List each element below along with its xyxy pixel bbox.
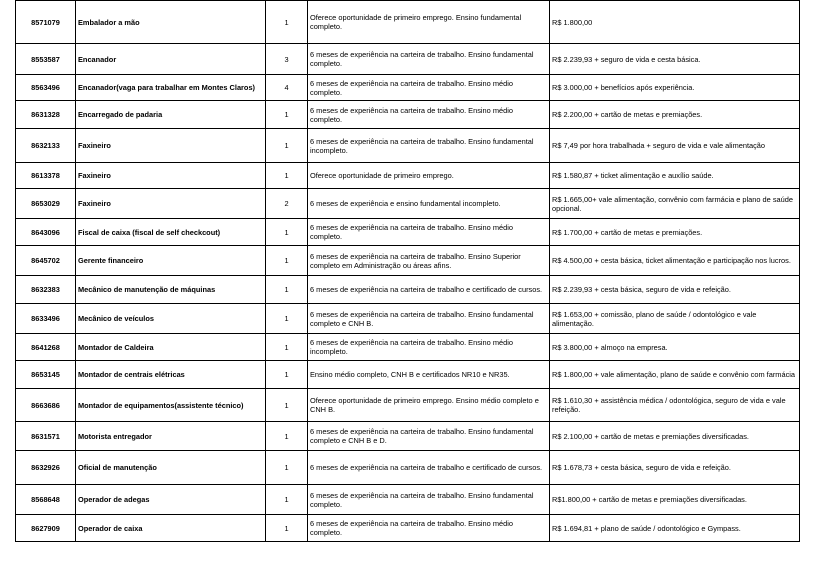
job-title-cell: Embalador a mão: [76, 1, 266, 44]
requirements-cell: 6 meses de experiência na carteira de trabalho. Ensino médio completo.: [308, 219, 550, 246]
vacancies-cell: 1: [266, 361, 308, 389]
table-row: [16, 276, 800, 304]
job-code-cell: 8613378: [16, 163, 76, 189]
requirements-cell: 6 meses de experiência na carteira de trabalho. Ensino fundamental completo e CNH B e D.: [308, 422, 550, 451]
requirements-cell: Ensino médio completo, CNH B e certificados NR10 e NR35.: [308, 361, 550, 389]
job-title-cell: Mecânico de manutenção de máquinas: [76, 276, 266, 304]
job-code-cell: 8641268: [16, 334, 76, 361]
salary-cell: R$ 1.694,81 + plano de saúde / odontológico e Gympass.: [550, 515, 800, 542]
requirements-cell: 6 meses de experiência na carteira de trabalho e certificado de cursos.: [308, 276, 550, 304]
left-margin: [0, 0, 15, 580]
requirements-cell: 6 meses de experiência na carteira de trabalho. Ensino médio completo.: [308, 75, 550, 101]
salary-cell: R$ 3.800,00 + almoço na empresa.: [550, 334, 800, 361]
requirements-cell: 6 meses de experiência na carteira de trabalho. Ensino fundamental incompleto.: [308, 129, 550, 163]
table-row: [16, 422, 800, 451]
salary-cell: R$ 2.100,00 + cartão de metas e premiações diversificadas.: [550, 422, 800, 451]
table-row: [16, 219, 800, 246]
job-title-cell: Operador de caixa: [76, 515, 266, 542]
table-row: [16, 75, 800, 101]
vacancies-cell: 1: [266, 451, 308, 485]
job-title-cell: Faxineiro: [76, 163, 266, 189]
vacancies-cell: 3: [266, 44, 308, 75]
vacancies-cell: 1: [266, 246, 308, 276]
requirements-cell: 6 meses de experiência na carteira de trabalho. Ensino fundamental completo.: [308, 44, 550, 75]
salary-cell: R$ 4.500,00 + cesta básica, ticket alimentação e participação nos lucros.: [550, 246, 800, 276]
job-title-cell: Mecânico de veículos: [76, 304, 266, 334]
job-code-cell: 8571079: [16, 1, 76, 44]
table-row: [16, 101, 800, 129]
salary-cell: R$ 3.000,00 + benefícios após experiência.: [550, 75, 800, 101]
vacancies-cell: 1: [266, 515, 308, 542]
vacancies-cell: 1: [266, 219, 308, 246]
table-row: [16, 334, 800, 361]
requirements-cell: 6 meses de experiência e ensino fundamental incompleto.: [308, 189, 550, 219]
vacancies-cell: 1: [266, 485, 308, 515]
table-row: [16, 246, 800, 276]
requirements-cell: Oferece oportunidade de primeiro emprego.: [308, 163, 550, 189]
salary-cell: R$ 7,49 por hora trabalhada + seguro de vida e vale alimentação: [550, 129, 800, 163]
requirements-cell: 6 meses de experiência na carteira de trabalho e certificado de cursos.: [308, 451, 550, 485]
requirements-cell: 6 meses de experiência na carteira de trabalho. Ensino fundamental completo.: [308, 485, 550, 515]
table-row: [16, 451, 800, 485]
job-title-cell: Fiscal de caixa (fiscal de self checkcout): [76, 219, 266, 246]
job-title-cell: Montador de centrais elétricas: [76, 361, 266, 389]
requirements-cell: 6 meses de experiência na carteira de trabalho. Ensino médio completo.: [308, 515, 550, 542]
vacancies-cell: 4: [266, 75, 308, 101]
table-row: [16, 129, 800, 163]
salary-cell: R$ 1.665,00+ vale alimentação, convênio com farmácia e plano de saúde opcional.: [550, 189, 800, 219]
table-row: [16, 189, 800, 219]
salary-cell: R$ 1.610,30 + assistência médica / odontológica, seguro de vida e vale refeição.: [550, 389, 800, 422]
job-code-cell: 8633496: [16, 304, 76, 334]
job-title-cell: Montador de equipamentos(assistente técnico): [76, 389, 266, 422]
requirements-cell: 6 meses de experiência na carteira de trabalho. Ensino médio incompleto.: [308, 334, 550, 361]
vacancies-cell: 1: [266, 304, 308, 334]
salary-cell: R$ 2.239,93 + cesta básica, seguro de vida e refeição.: [550, 276, 800, 304]
job-code-cell: 8627909: [16, 515, 76, 542]
job-code-cell: 8643096: [16, 219, 76, 246]
vacancies-cell: 1: [266, 389, 308, 422]
job-code-cell: 8631328: [16, 101, 76, 129]
vacancies-cell: 1: [266, 334, 308, 361]
job-code-cell: 8645702: [16, 246, 76, 276]
job-title-cell: Faxineiro: [76, 129, 266, 163]
salary-cell: R$ 1.700,00 + cartão de metas e premiações.: [550, 219, 800, 246]
vacancies-cell: 2: [266, 189, 308, 219]
table-row: [16, 485, 800, 515]
salary-cell: R$ 1.800,00 + vale alimentação, plano de saúde e convênio com farmácia: [550, 361, 800, 389]
job-title-cell: Encanador: [76, 44, 266, 75]
job-title-cell: Montador de Caldeira: [76, 334, 266, 361]
vacancies-cell: 1: [266, 129, 308, 163]
requirements-cell: 6 meses de experiência na carteira de trabalho. Ensino fundamental completo e CNH B.: [308, 304, 550, 334]
salary-cell: R$1.800,00 + cartão de metas e premiações diversificadas.: [550, 485, 800, 515]
table-row: [16, 389, 800, 422]
salary-cell: R$ 1.580,87 + ticket alimentação e auxílio saúde.: [550, 163, 800, 189]
job-title-cell: Motorista entregador: [76, 422, 266, 451]
salary-cell: R$ 2.239,93 + seguro de vida e cesta básica.: [550, 44, 800, 75]
table-row: [16, 1, 800, 44]
salary-cell: R$ 1.800,00: [550, 1, 800, 44]
vacancies-cell: 1: [266, 101, 308, 129]
requirements-cell: Oferece oportunidade de primeiro emprego. Ensino médio completo e CNH B.: [308, 389, 550, 422]
job-code-cell: 8568648: [16, 485, 76, 515]
requirements-cell: 6 meses de experiência na carteira de trabalho. Ensino Superior completo em Administração ou áreas afins.: [308, 246, 550, 276]
job-code-cell: 8653145: [16, 361, 76, 389]
requirements-cell: 6 meses de experiência na carteira de trabalho. Ensino médio completo.: [308, 101, 550, 129]
job-code-cell: 8553587: [16, 44, 76, 75]
vacancies-cell: 1: [266, 1, 308, 44]
job-title-cell: Encarregado de padaria: [76, 101, 266, 129]
vacancies-cell: 1: [266, 276, 308, 304]
table-row: [16, 44, 800, 75]
job-title-cell: Oficial de manutenção: [76, 451, 266, 485]
job-code-cell: 8632926: [16, 451, 76, 485]
job-code-cell: 8663686: [16, 389, 76, 422]
salary-cell: R$ 1.678,73 + cesta básica, seguro de vida e refeição.: [550, 451, 800, 485]
salary-cell: R$ 2.200,00 + cartão de metas e premiações.: [550, 101, 800, 129]
salary-cell: R$ 1.653,00 + comissão, plano de saúde / odontológico e vale alimentação.: [550, 304, 800, 334]
job-title-cell: Encanador(vaga para trabalhar em Montes Claros): [76, 75, 266, 101]
table-row: [16, 361, 800, 389]
vacancies-cell: 1: [266, 422, 308, 451]
table-row: [16, 304, 800, 334]
job-code-cell: 8632383: [16, 276, 76, 304]
job-title-cell: Gerente financeiro: [76, 246, 266, 276]
job-code-cell: 8563496: [16, 75, 76, 101]
job-title-cell: Operador de adegas: [76, 485, 266, 515]
requirements-cell: Oferece oportunidade de primeiro emprego. Ensino fundamental completo.: [308, 1, 550, 44]
table-row: [16, 163, 800, 189]
job-code-cell: 8653029: [16, 189, 76, 219]
table-row: [16, 515, 800, 542]
job-code-cell: 8632133: [16, 129, 76, 163]
vacancies-cell: 1: [266, 163, 308, 189]
job-openings-table: [15, 0, 800, 542]
job-code-cell: 8631571: [16, 422, 76, 451]
job-title-cell: Faxineiro: [76, 189, 266, 219]
